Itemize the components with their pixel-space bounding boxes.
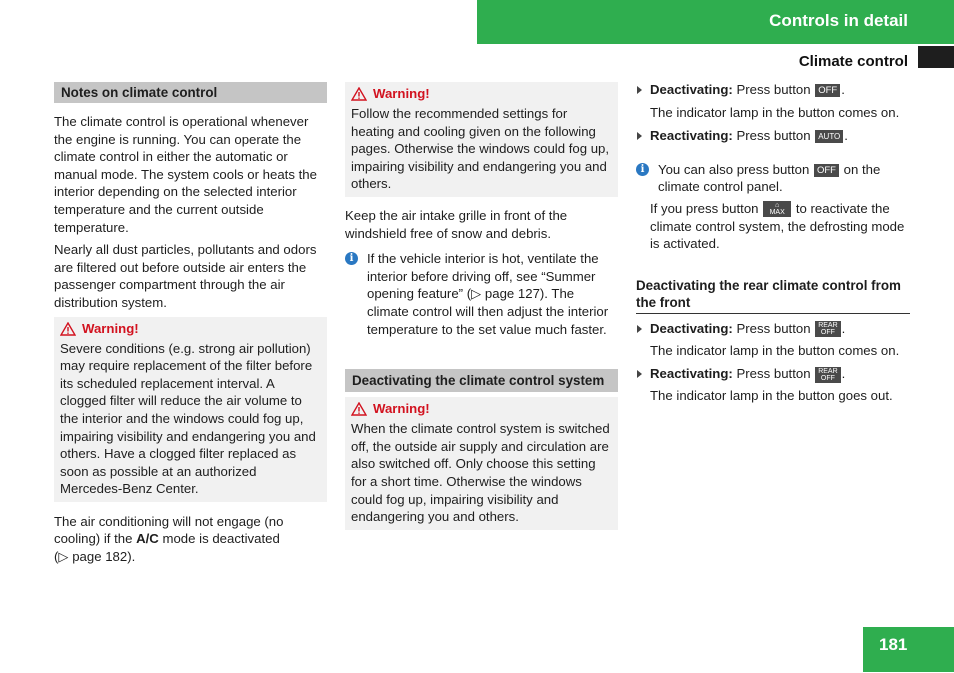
button-text: REAR xyxy=(818,322,838,330)
warning-icon xyxy=(351,87,367,101)
page-number: 181 xyxy=(879,635,908,654)
warning-text: When the climate control system is switched off, the outside air supply and circulation are also switched off. Only choose this setting for a short time. Otherwise the windows could fog up, impairing visibility and endangering you and others. xyxy=(351,421,610,525)
step-reactivate-rear xyxy=(636,365,910,383)
auto-button-icon: AUTO xyxy=(815,130,843,143)
mode-label: A/C xyxy=(136,531,159,547)
button-text: REAR xyxy=(818,367,838,375)
bullet-arrow-icon xyxy=(637,132,642,140)
warning-text: Severe conditions (e.g. strong air pollution) may require replacement of the filter before its scheduled replacement interval. A clogged filter will reduce the air volume to the interior and the windows could fog up, impairing visibility and endangering you and others. Have a clogged filter replaced as soon as possible at an authorized Mercedes-Benz Center. xyxy=(60,340,316,497)
step-result: The indicator lamp in the button comes on. xyxy=(650,104,900,120)
bullet-arrow-icon xyxy=(637,325,642,333)
section-heading: Notes on climate control xyxy=(54,82,327,103)
sub-heading: Deactivating the rear climate control from the front xyxy=(636,277,910,314)
warning-box xyxy=(54,317,327,502)
text-run: Press button xyxy=(736,128,811,144)
info-text xyxy=(658,161,910,196)
paragraph: Nearly all dust particles, pollutants and odors are filtered out before outside air enters the passenger compartment through the air distribution system. xyxy=(54,242,317,310)
paragraph: The climate control is operational whenever the engine is running. You can operate the climate control in either the automatic or manual mode. The system cools or heats the interior depending on the selected interior temperature and the current outside temperature. xyxy=(54,114,317,235)
bullet-arrow-icon xyxy=(637,86,642,94)
step-text: Reactivating: Press button REAR OFF . xyxy=(650,366,846,382)
text-run: Press button xyxy=(736,366,811,382)
step-text: Deactivating: Press button OFF . xyxy=(650,82,845,97)
info-continuation xyxy=(636,200,910,253)
info-icon: i xyxy=(636,163,649,176)
section-title: Climate control xyxy=(798,53,908,70)
button-text: OFF xyxy=(820,374,835,382)
warning-box xyxy=(345,397,618,530)
warning-text: Follow the recommended settings for heating and cooling given on the following pages. Otherwise the windows could fog up, impairing visibility and endangering you and others. xyxy=(351,106,610,192)
step-reactivate xyxy=(636,127,910,145)
section-heading: Deactivating the climate control system xyxy=(345,369,618,392)
off-button-icon: OFF xyxy=(814,164,839,177)
text-run: The air conditioning will not engage (no cooling) if the xyxy=(54,513,284,547)
rear-off-button-icon xyxy=(815,367,840,383)
paragraph: Keep the air intake grille in front of the windshield free of snow and debris. xyxy=(345,207,568,241)
warning-icon xyxy=(351,402,367,416)
text-run: mode is deactivated xyxy=(158,531,280,547)
text-run: You can also press button xyxy=(658,161,810,177)
page-number-box xyxy=(863,627,954,672)
button-text: MAX xyxy=(769,209,785,217)
off-button-icon: OFF xyxy=(815,84,840,97)
text-run: Press button xyxy=(736,82,811,97)
text-run: on the climate control panel. xyxy=(658,161,881,195)
chapter-title: Controls in detail xyxy=(769,11,908,30)
warning-label: Warning! xyxy=(373,401,430,417)
step-deactivate-rear xyxy=(636,320,910,338)
text-run: Press button xyxy=(736,320,811,336)
step-result: The indicator lamp in the button goes out. xyxy=(650,387,893,403)
paragraph xyxy=(54,513,327,566)
column-3 xyxy=(636,81,910,404)
warning-box xyxy=(345,82,618,197)
step-label: Reactivating: xyxy=(650,128,733,144)
button-text: OFF xyxy=(820,329,835,337)
info-note xyxy=(636,161,910,196)
step-deactivate xyxy=(636,81,910,99)
text-run: If you press button xyxy=(650,200,759,216)
step-text: Reactivating: Press button AUTO . xyxy=(650,128,848,144)
step-text: Deactivating: Press button REAR OFF . xyxy=(650,320,846,337)
warning-label: Warning! xyxy=(82,320,139,336)
bullet-arrow-icon xyxy=(637,370,642,378)
warning-title xyxy=(60,320,321,338)
section-tab xyxy=(918,46,954,68)
step-label: Reactivating: xyxy=(650,366,733,382)
warning-title xyxy=(351,400,612,418)
warning-label: Warning! xyxy=(373,86,430,101)
page-reference: (▷ page 182). xyxy=(54,549,136,565)
column-1 xyxy=(54,82,327,571)
step-label: Deactivating: xyxy=(650,82,733,97)
step-label: Deactivating: xyxy=(650,320,733,336)
rear-off-button-icon xyxy=(815,321,840,337)
warning-title xyxy=(351,85,612,103)
info-icon: i xyxy=(345,252,358,265)
text-run: to reactivate the climate control system, the defrosting mode is activated. xyxy=(650,200,905,252)
column-2 xyxy=(345,82,618,530)
info-text: If the vehicle interior is hot, ventilate the interior before driving off, see “Summer opening feature” (▷ page 127). The climate control will then adjust the interior temperature to the set value much faster. xyxy=(367,251,609,337)
warning-icon xyxy=(60,322,76,336)
info-note xyxy=(345,250,618,338)
step-result: The indicator lamp in the button comes on. xyxy=(650,342,900,358)
defrost-button-icon: ⌂ MAX xyxy=(763,201,791,217)
